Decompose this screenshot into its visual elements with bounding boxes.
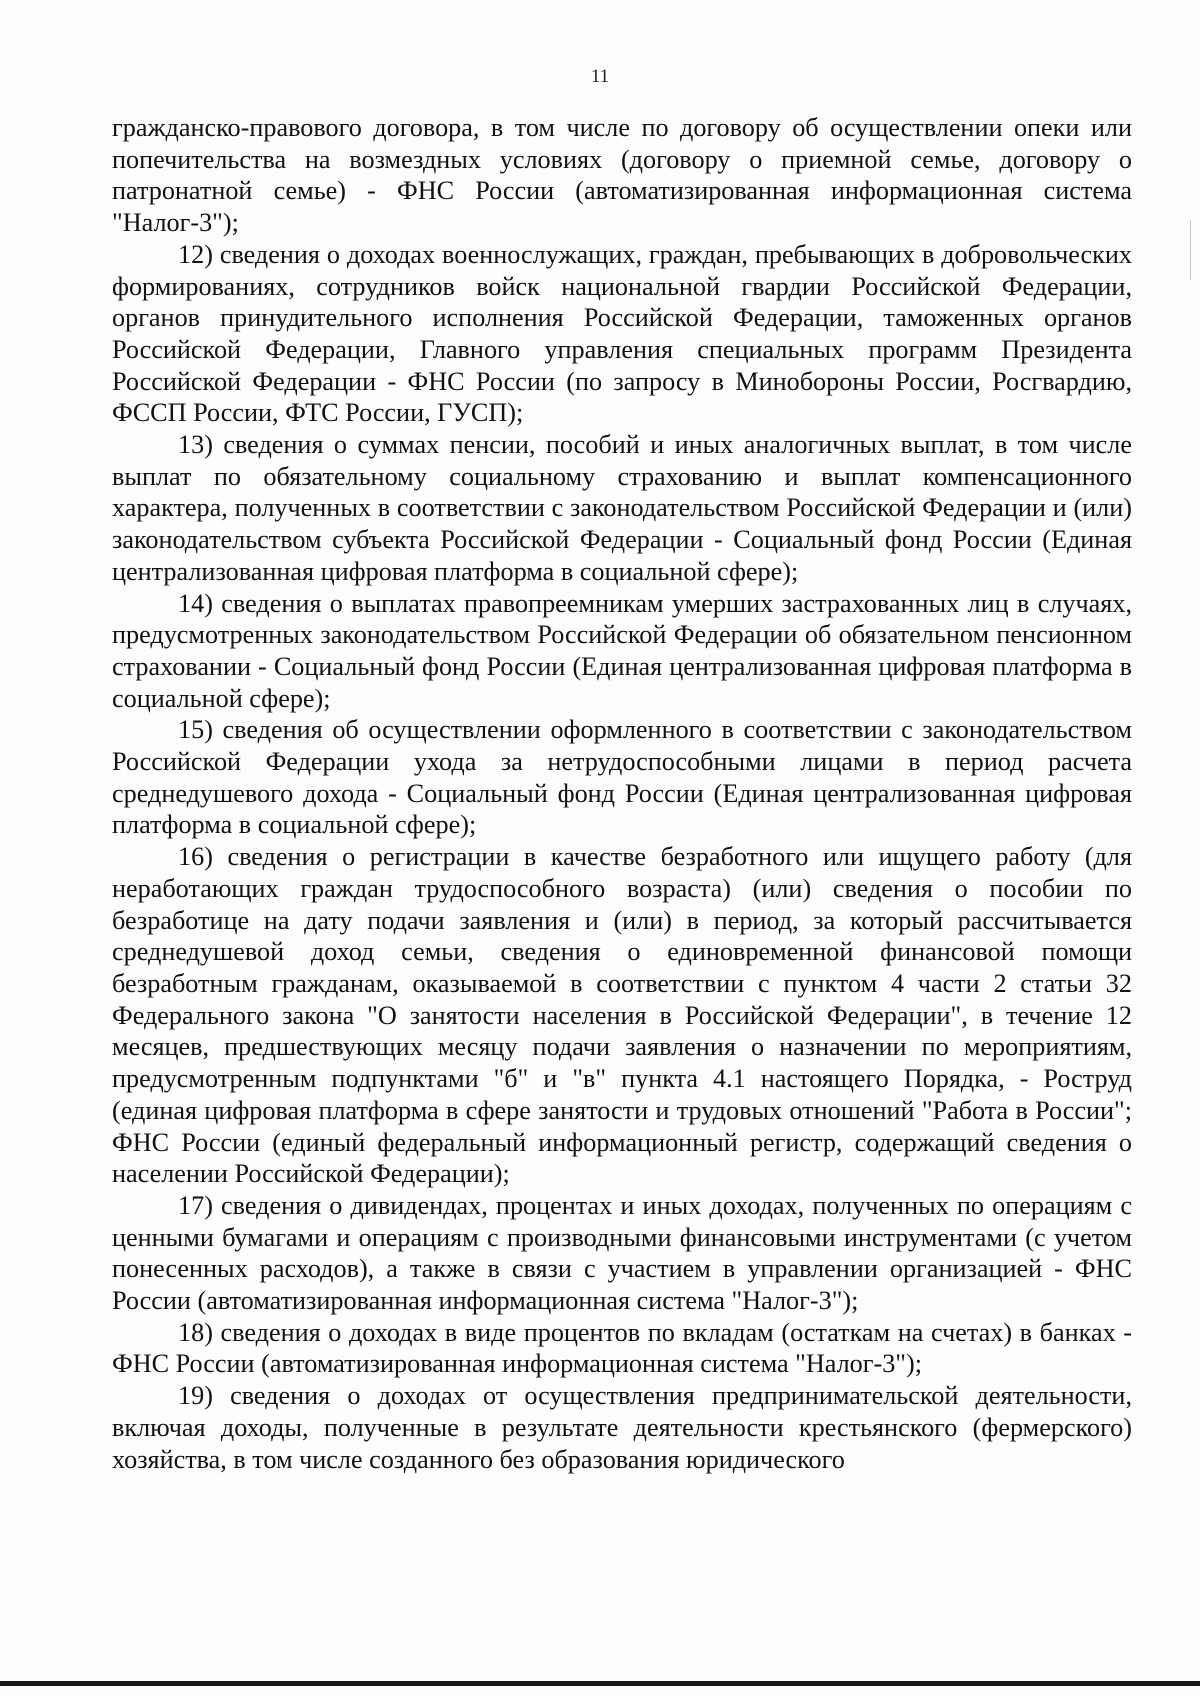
paragraph-item-13: 13) сведения о суммах пенсии, пособий и иных аналогичных выплат, в том числе выплат по обязательному социальному страхованию и выплат компенсационного характера, полученных в соответствии с законодательством Российской Федерации и (или) законодательством субъекта Российской Федерации - Социальный фонд России (Единая централизованная цифровая платформа в социальной сфере); (112, 430, 1132, 586)
paragraph-item-18: 18) сведения о доходах в виде процентов по вкладам (остаткам на счетах) в банках - ФНС России (автоматизированная информационная система "Налог-3"); (112, 1317, 1132, 1379)
page-number: 11 (590, 66, 610, 87)
paragraph-item-19: 19) сведения о доходах от осуществления предпринимательской деятельности, включая доходы, полученные в результате деятельности крестьянского (фермерского) хозяйства, в том числе созданного без образования юридического (112, 1381, 1132, 1474)
paragraph-item-15: 15) сведения об осуществлении оформленного в соответствии с законодательством Российской Федерации ухода за нетрудоспособными лицами в период расчета среднедушевого дохода - Социальный фонд России (Единая централизованная цифровая платформа в социальной сфере); (112, 715, 1132, 840)
document-body (112, 112, 1132, 1475)
paragraph-item-12: 12) сведения о доходах военнослужащих, граждан, пребывающих в добровольческих формированиях, сотрудников войск национальной гвардии Российской Федерации, органов принудительного исполнения Российской Федерации, таможенных органов Российской Федерации, Главного управления специальных программ Президента Российской Федерации - ФНС России (по запросу в Минобороны России, Росгвардию, ФССП России, ФТС России, ГУСП); (112, 239, 1132, 428)
scan-artifact (1190, 220, 1191, 280)
paragraph-continuation: гражданско-правового договора, в том числе по договору об осуществлении опеки или попечительства на возмездных условиях (договору о приемной семье, договору о патронатной семье) - ФНС России (автоматизированная информационная система "Налог-3"); (112, 113, 1132, 238)
paragraph-item-17: 17) сведения о дивидендах, процентах и иных доходах, полученных по операциям с ценными бумагами и операциям с производными финансовыми инструментами (с учетом понесенных расходов), а также в связи с участием в управлении организацией - ФНС России (автоматизированная информационная система "Налог-3"); (112, 1190, 1132, 1316)
scan-bottom-edge (0, 1681, 1200, 1686)
paragraph-item-14: 14) сведения о выплатах правопреемникам умерших застрахованных лиц в случаях, предусмотренных законодательством Российской Федерации об обязательном пенсионном страховании - Социальный фонд России (Единая централизованная цифровая платформа в социальной сфере); (112, 588, 1132, 713)
paragraph-item-16: 16) сведения о регистрации в качестве безработного или ищущего работу (для неработающих граждан трудоспособного возраста) (или) сведения о пособии по безработице на дату подачи заявления и (или) в период, за который рассчитывается среднедушевой доход семьи, сведения о единовременной финансовой помощи безработным гражданам, оказываемой в соответствии с пунктом 4 части 2 статьи 32 Федерального закона "О занятости населения в Российской Федерации", в течение 12 месяцев, предшествующих месяцу подачи заявления о назначении по мероприятиям, предусмотренным подпунктами "б" и "в" пункта 4.1 настоящего Порядка, - Роструд (единая цифровая платформа в сфере занятости и трудовых отношений "Работа в России"; ФНС России (единый федеральный информационный регистр, содержащий сведения о населении Российской Федерации); (112, 842, 1132, 1189)
